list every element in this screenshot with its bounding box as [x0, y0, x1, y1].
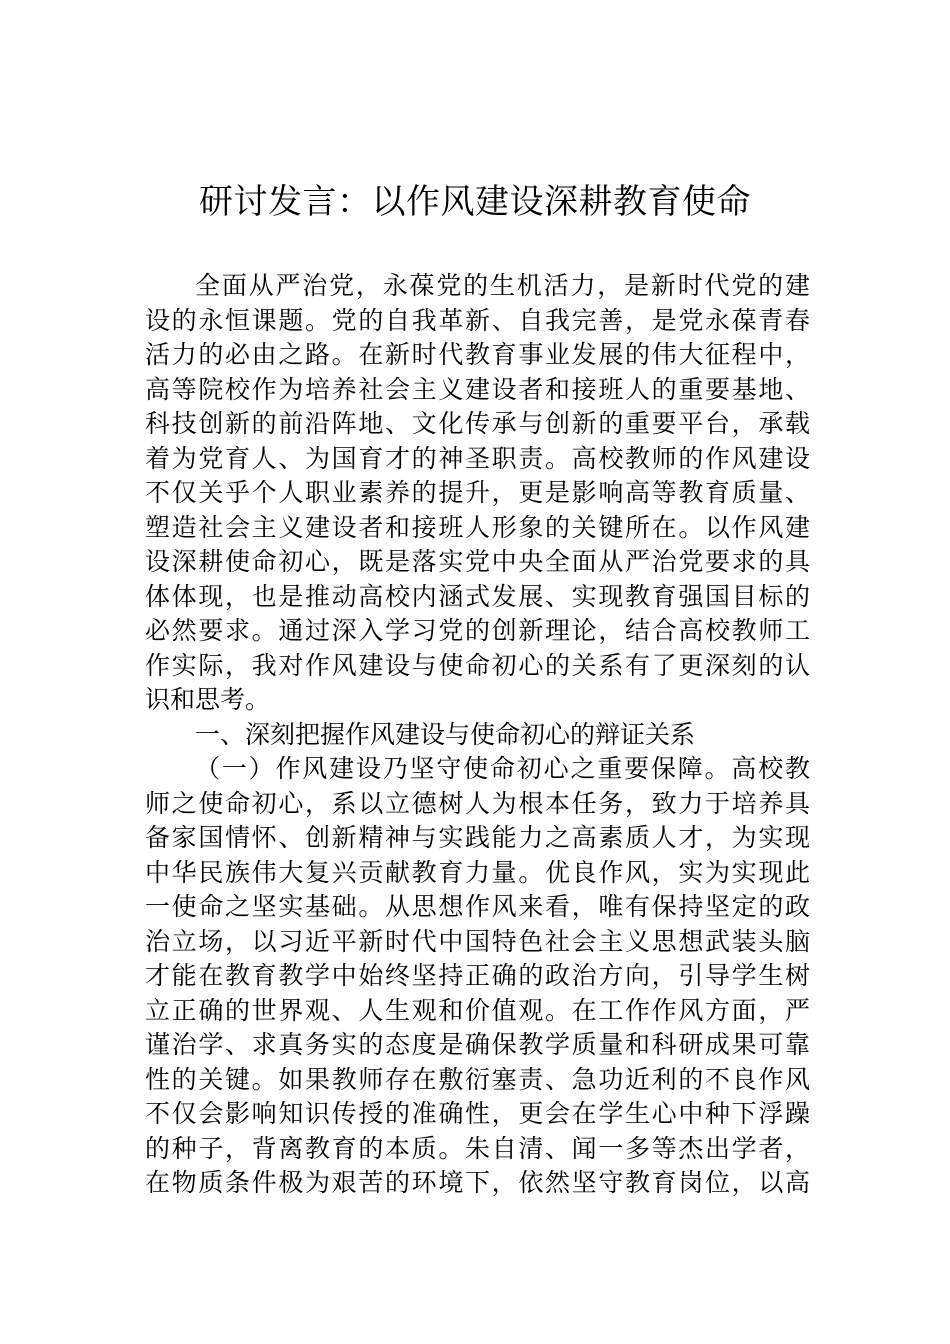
text-line: 设的永恒课题。党的自我革新、自我完善，是党永葆青春	[145, 305, 810, 335]
text-line: 活力的必由之路。在新时代教育事业发展的伟大征程中，	[145, 340, 810, 369]
text-line: 性的关键。如果教师存在敷衍塞责、急功近利的不良作风	[145, 1064, 810, 1094]
text-line: 在物质条件极为艰苦的环境下，依然坚守教育岗位，以高	[145, 1168, 810, 1197]
section-heading: 一、深刻把握作风建设与使命初心的辩证关系	[195, 719, 696, 749]
text-line: 一使命之坚实基础。从思想作风来看，唯有保持坚定的政	[145, 892, 810, 921]
text-line: 才能在教育教学中始终坚持正确的政治方向，引导学生树	[145, 961, 810, 990]
text-line: 立正确的世界观、人生观和价值观。在工作作风方面，严	[145, 995, 810, 1025]
text-line: 识和思考。	[145, 685, 271, 714]
text-line: 着为党育人、为国育才的神圣职责。高校教师的作风建设	[145, 443, 810, 473]
text-line: 治立场，以习近平新时代中国特色社会主义思想武装头脑	[145, 926, 810, 956]
text-line: 不仅会影响知识传授的准确性，更会在学生心中种下浮躁	[145, 1099, 810, 1128]
text-line: 体体现，也是推动高校内涵式发展、实现教育强国目标的	[145, 581, 810, 611]
subsection-heading-line: （一）作风建设乃坚守使命初心之重要保障。高校教	[195, 754, 810, 783]
text-line: 作实际，我对作风建设与使命初心的关系有了更深刻的认	[145, 650, 810, 680]
document-body	[145, 269, 810, 1201]
text-line: 中华民族伟大复兴贡献教育力量。优良作风，实为实现此	[145, 857, 810, 887]
text-line: 科技创新的前沿阵地、文化传承与创新的重要平台，承载	[145, 409, 810, 438]
text-line: 谨治学、求真务实的态度是确保教学质量和科研成果可靠	[145, 1030, 810, 1059]
text-line: 不仅关乎个人职业素养的提升，更是影响高等教育质量、	[145, 478, 810, 507]
text-line: 备家国情怀、创新精神与实践能力之高素质人才，为实现	[145, 823, 810, 852]
text-line: 全面从严治党，永葆党的生机活力，是新时代党的建	[195, 271, 810, 300]
document-title: 研讨发言：以作风建设深耕教育使命	[199, 182, 751, 222]
text-line: 设深耕使命初心，既是落实党中央全面从严治党要求的具	[145, 547, 810, 576]
text-line: 师之使命初心，系以立德树人为根本任务，致力于培养具	[145, 788, 810, 818]
text-line: 必然要求。通过深入学习党的创新理论，结合高校教师工	[145, 616, 810, 645]
text-line: 的种子，背离教育的本质。朱自清、闻一多等杰出学者，	[145, 1133, 810, 1163]
text-line: 塑造社会主义建设者和接班人形象的关键所在。以作风建	[145, 512, 810, 542]
text-line: 高等院校作为培养社会主义建设者和接班人的重要基地、	[145, 374, 810, 404]
